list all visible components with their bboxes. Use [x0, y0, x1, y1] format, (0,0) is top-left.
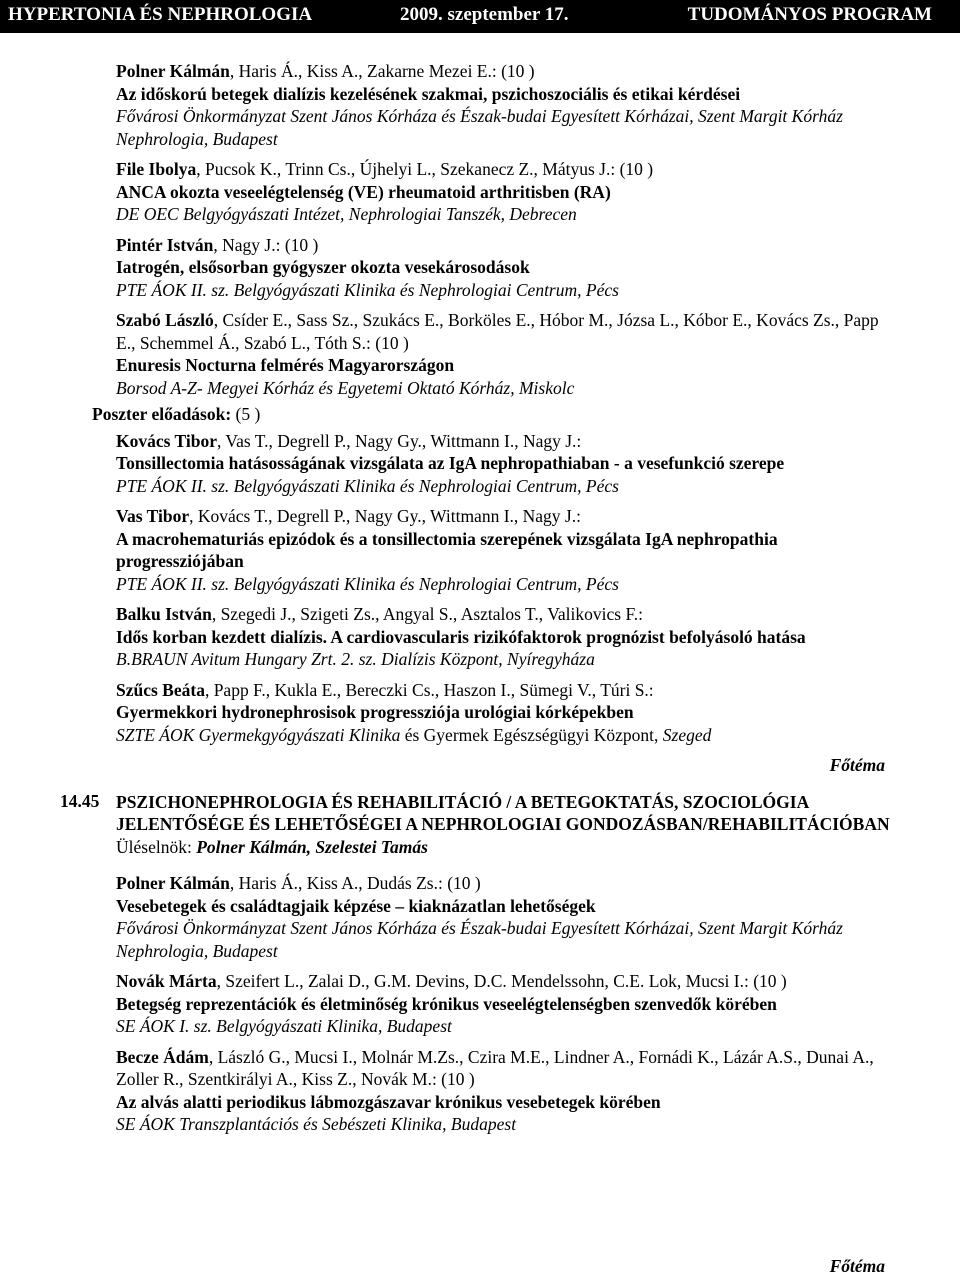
- program-entry: [116, 60, 886, 150]
- fotema-label: Főtéma: [829, 755, 885, 775]
- presenting-author: Kovács Tibor: [116, 430, 217, 451]
- program-title: TUDOMÁNYOS PROGRAM: [687, 4, 932, 25]
- section-chairs: [116, 836, 960, 859]
- entry-title: Az időskorú betegek dialízis kezelésének szakmai, pszichoszociális és etikai kérdései: [116, 83, 741, 104]
- co-authors: , Csíder E., Sass Sz., Szukács E., Borköles E., Hóbor M., Józsa L., Kóbor E., Kovács Zs., Papp E., Schemmel Á., Szabó L., Tóth S.: (10 ): [116, 310, 879, 353]
- presenting-author: Pintér István: [116, 234, 214, 255]
- entry-institution: Borsod A-Z- Megyei Kórház és Egyetemi Oktató Kórház, Miskolc: [116, 377, 575, 398]
- journal-title: HYPERTONIA ÉS NEPHROLOGIA: [8, 4, 313, 25]
- entry-authors: [116, 679, 886, 702]
- poster-label: Poszter előadások:: [92, 404, 232, 424]
- poster-entry: [116, 505, 886, 595]
- program-entry: [116, 309, 886, 399]
- page-header: [0, 0, 960, 33]
- presenting-author: Szűcs Beáta: [116, 679, 205, 700]
- co-authors: , Papp F., Kukla E., Bereczki Cs., Haszon I., Sümegi V., Túri S.:: [204, 679, 654, 700]
- presenting-author: File Ibolya: [116, 159, 197, 179]
- institution-city: Szeged: [662, 724, 712, 745]
- co-authors: , Vas T., Degrell P., Nagy Gy., Wittmann I., Nagy J.:: [216, 430, 582, 451]
- program-entry: [116, 872, 886, 962]
- co-authors: , Szeifert L., Zalai D., G.M. Devins, D.C. Mendelssohn, C.E. Lok, Mucsi I.: (10 ): [216, 971, 787, 991]
- entry-authors: [116, 430, 886, 453]
- co-authors: , Kovács T., Degrell P., Nagy Gy., Wittmann I., Nagy J.:: [189, 506, 581, 526]
- entry-institution: PTE ÁOK II. sz. Belgyógyászati Klinika és Nephrologiai Centrum, Pécs: [116, 475, 619, 496]
- program-entry: [116, 1046, 886, 1136]
- poster-entry: [116, 603, 886, 671]
- entry-title: Az alvás alatti periodikus lábmozgászavar krónikus vesebetegek körében: [116, 1091, 661, 1112]
- entry-authors: [116, 158, 886, 181]
- entry-title: Enuresis Nocturna felmérés Magyarországon: [116, 355, 455, 375]
- entry-authors: [116, 234, 886, 257]
- entry-institution: [116, 724, 886, 747]
- entry-institution: B.BRAUN Avitum Hungary Zrt. 2. sz. Dialízis Központ, Nyíregyháza: [116, 649, 595, 669]
- section-title: PSZICHONEPHROLOGIA ÉS REHABILITÁCIÓ / A BETEGOKTATÁS, SZOCIOLÓGIA JELENTŐSÉGE ÉS LEHETŐSÉGEI A NEPHROLOGIAI GONDOZÁSBAN/REHABILITÁCIÓBAN: [116, 791, 890, 834]
- presenting-author: Szabó László: [116, 310, 214, 330]
- presenting-author: Balku István: [116, 604, 212, 624]
- entry-authors: [116, 505, 886, 528]
- institution-part: SZTE ÁOK Gyermekgyógyászati Klinika: [116, 724, 401, 745]
- poster-entry: [116, 679, 886, 747]
- entry-authors: [116, 970, 886, 993]
- program-section: [0, 791, 960, 859]
- poster-entry: [116, 430, 886, 498]
- presenting-author: Polner Kálmán: [116, 873, 230, 893]
- chairs-names: Polner Kálmán, Szelestei Tamás: [196, 836, 428, 857]
- entry-institution: PTE ÁOK II. sz. Belgyógyászati Klinika és Nephrologiai Centrum, Pécs: [116, 573, 619, 594]
- co-authors: , Haris Á., Kiss A., Zakarne Mezei E.: (10 ): [229, 61, 535, 81]
- entry-title: Gyermekkori hydronephrosisok progressziója urológiai kórképekben: [116, 702, 634, 722]
- poster-heading: [92, 403, 960, 426]
- entry-institution: SE ÁOK Transzplantációs és Sebészeti Klinika, Budapest: [116, 1114, 517, 1134]
- co-authors: , Nagy J.: (10 ): [213, 234, 319, 255]
- entry-institution: Fővárosi Önkormányzat Szent János Kórháza és Észak-budai Egyesített Kórházai, Szent Margit Kórház Nephrologia, Budapest: [116, 106, 843, 149]
- presenting-author: Polner Kálmán: [116, 61, 230, 81]
- entry-institution: DE OEC Belgyógyászati Intézet, Nephrologiai Tanszék, Debrecen: [116, 204, 577, 224]
- entry-institution: PTE ÁOK II. sz. Belgyógyászati Klinika és Nephrologiai Centrum, Pécs: [116, 279, 619, 300]
- entry-title: ANCA okozta veseelégtelenség (VE) rheumatoid arthritisben (RA): [116, 181, 611, 202]
- co-authors: , Pucsok K., Trinn Cs., Újhelyi L., Szekanecz Z., Mátyus J.: (10 ): [196, 159, 654, 179]
- entry-institution: SE ÁOK I. sz. Belgyógyászati Klinika, Budapest: [116, 1016, 452, 1036]
- chairs-label: Üléselnök:: [116, 836, 197, 857]
- poster-duration: (5 ): [231, 404, 261, 424]
- entry-title: Vesebetegek és családtagjaik képzése – kiaknázatlan lehetőségek: [116, 895, 596, 916]
- entry-title: Tonsillectomia hatásosságának vizsgálata az IgA nephropathiaban - a vesefunkció szerepe: [116, 453, 785, 473]
- presenting-author: Becze Ádám: [116, 1046, 209, 1067]
- entry-title: Betegség reprezentációk és életminőség krónikus veseelégtelenségben szenvedők körében: [116, 993, 777, 1014]
- section-entries: [0, 872, 960, 1136]
- presenting-author: Vas Tibor: [116, 506, 190, 526]
- program-content: [0, 60, 960, 1136]
- entry-authors: [116, 872, 886, 895]
- entry-title: Iatrogén, elsősorban gyógyszer okozta vesekárosodások: [116, 257, 530, 277]
- section-time: 14.45: [60, 790, 100, 811]
- fotema-label-bottom: Főtéma: [829, 1256, 885, 1276]
- program-entry: [116, 234, 886, 302]
- entry-title: Idős korban kezdett dialízis. A cardiovascularis rizikófaktorok prognózist befolyásoló hatása: [116, 626, 806, 647]
- header-date: 2009. szeptember 17.: [400, 4, 569, 25]
- entry-title: A macrohematuriás epizódok és a tonsillectomia szerepének vizsgálata IgA nephropathia progressziójában: [116, 528, 778, 571]
- program-entry: [116, 970, 886, 1038]
- presenting-author: Novák Márta: [116, 971, 217, 991]
- co-authors: , Szegedi J., Szigeti Zs., Angyal S., Asztalos T., Valikovics F.:: [211, 604, 644, 624]
- entry-authors: [116, 309, 886, 354]
- co-authors: , Haris Á., Kiss A., Dudás Zs.: (10 ): [229, 873, 481, 893]
- program-entry: [116, 158, 886, 226]
- entry-authors: [116, 60, 886, 83]
- co-authors: , László G., Mucsi I., Molnár M.Zs., Czira M.E., Lindner A., Fornádi K., Lázár A.S., Dunai A., Zoller R., Szentkirályi A., Kiss Z., Novák M.: (10 ): [116, 1046, 874, 1089]
- entry-authors: [116, 1046, 886, 1091]
- institution-part: és Gyermek Egészségügyi Központ,: [400, 724, 663, 745]
- entry-authors: [116, 603, 886, 626]
- entry-institution: Fővárosi Önkormányzat Szent János Kórháza és Észak-budai Egyesített Kórházai, Szent Margit Kórház Nephrologia, Budapest: [116, 918, 843, 961]
